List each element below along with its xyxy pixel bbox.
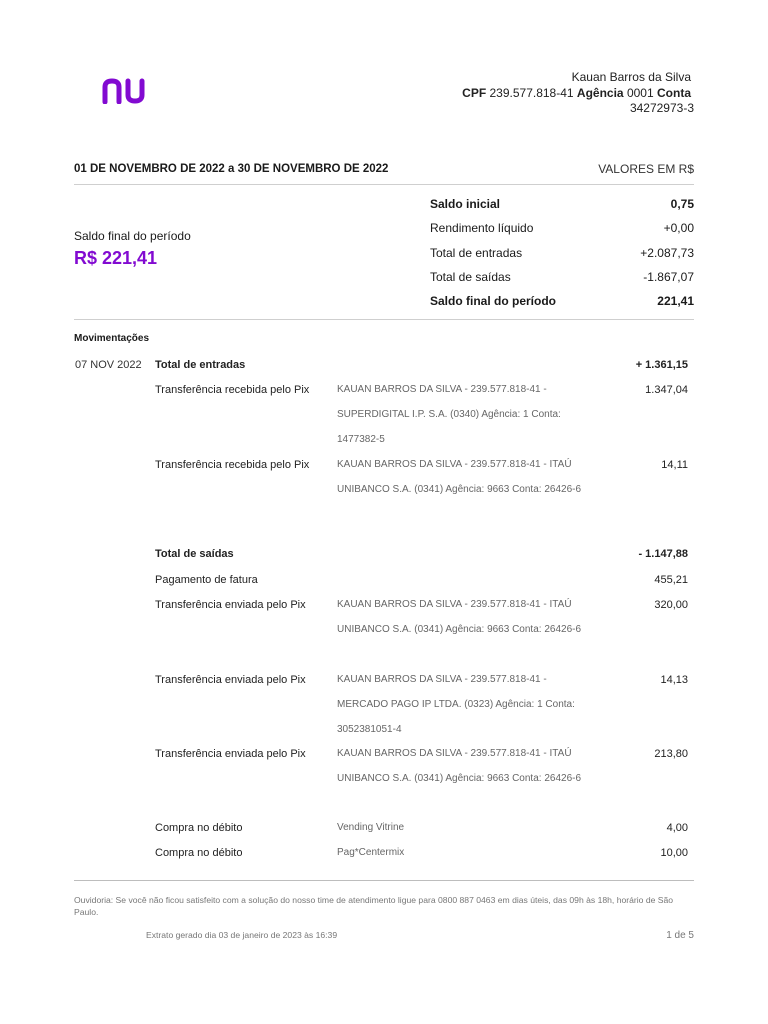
summary-value: +0,00	[663, 221, 694, 235]
transaction-description: KAUAN BARROS DA SILVA - 239.577.818-41 - SUPERDIGITAL I.P. S.A. (0340) Agência: 1 Conta: 1477382-5	[337, 384, 561, 445]
summary-value: 221,41	[657, 294, 694, 308]
movimentacoes-title: Movimentações	[74, 333, 150, 344]
cpf-label: CPF	[462, 86, 487, 100]
total-entradas-value: + 1.361,15	[635, 359, 688, 371]
summary-label: Total de entradas	[430, 246, 523, 260]
transaction-value: 14,11	[661, 459, 688, 471]
summary-row	[430, 246, 694, 260]
transaction-type: Transferência enviada pelo Pix	[155, 599, 306, 611]
footer-divider	[74, 880, 694, 881]
total-saidas-label: Total de saídas	[155, 548, 234, 560]
agencia-value: 0001	[626, 86, 654, 100]
conta-value: 34272973-3	[629, 101, 694, 115]
summary-row	[430, 270, 694, 284]
total-saidas-value: - 1.147,88	[638, 548, 688, 560]
ouvidoria-note: Ouvidoria: Se você não ficou satisfeito com a solução do nosso time de atendimento ligue para 0800 887 0463 em dias úteis, das 09h às 18h, horário de São Paulo.	[74, 895, 674, 917]
transaction-value: 455,21	[654, 574, 688, 586]
transaction-value: 1.347,04	[645, 384, 688, 396]
summary-value: 0,75	[670, 197, 694, 211]
transaction-type: Transferência recebida pelo Pix	[155, 459, 310, 471]
transaction-type: Transferência enviada pelo Pix	[155, 748, 306, 760]
transaction-value: 320,00	[654, 599, 688, 611]
transaction-value: 213,80	[654, 748, 688, 760]
currency-note: VALORES EM R$	[598, 162, 694, 176]
transaction-value: 14,13	[660, 674, 688, 686]
summary-label: Total de saídas	[430, 270, 511, 284]
summary-row	[430, 294, 694, 308]
cpf-value: 239.577.818-41	[489, 86, 574, 100]
transaction-type: Compra no débito	[155, 822, 243, 834]
transaction-description: Vending Vitrine	[337, 822, 405, 833]
transaction-type: Transferência recebida pelo Pix	[155, 384, 310, 396]
saldo-final-value: R$ 221,41	[74, 248, 158, 268]
conta-label: Conta	[657, 86, 691, 100]
summary-row	[430, 221, 694, 235]
transaction-type: Compra no débito	[155, 847, 243, 859]
generated-date: Extrato gerado dia 03 de janeiro de 2023 às 16:39	[146, 930, 338, 940]
transaction-description: Pag*Centermix	[337, 847, 405, 858]
page-number: 1 de 5	[666, 930, 694, 941]
account-ids	[462, 86, 691, 100]
transaction-value: 10,00	[660, 847, 688, 859]
account-holder-name: Kauan Barros da Silva	[571, 70, 691, 84]
transaction-date: 07 NOV 2022	[75, 359, 142, 371]
total-entradas-label: Total de entradas	[155, 359, 246, 371]
statement-period: 01 DE NOVEMBRO DE 2022 a 30 DE NOVEMBRO DE 2022	[74, 163, 389, 175]
summary-label: Saldo inicial	[430, 197, 501, 211]
transaction-description: KAUAN BARROS DA SILVA - 239.577.818-41 - MERCADO PAGO IP LTDA. (0323) Agência: 1 Conta: 3052381051-4	[337, 674, 575, 735]
nubank-logo	[102, 78, 150, 104]
summary-label: Saldo final do período	[430, 294, 556, 308]
divider	[74, 319, 694, 320]
transaction-type: Pagamento de fatura	[155, 574, 258, 586]
transaction-type: Transferência enviada pelo Pix	[155, 674, 306, 686]
summary-value: +2.087,73	[640, 246, 694, 260]
transaction-description: KAUAN BARROS DA SILVA - 239.577.818-41 - ITAÚ UNIBANCO S.A. (0341) Agência: 9663 Conta: 26426-6	[337, 459, 582, 495]
transaction-value: 4,00	[666, 822, 688, 834]
divider	[74, 184, 694, 185]
saldo-final-label: Saldo final do período	[74, 229, 191, 243]
summary-row	[430, 197, 694, 211]
transaction-description: KAUAN BARROS DA SILVA - 239.577.818-41 - ITAÚ UNIBANCO S.A. (0341) Agência: 9663 Conta: 26426-6	[337, 748, 582, 784]
summary-value: -1.867,07	[643, 270, 694, 284]
agencia-label: Agência	[576, 86, 624, 100]
summary-label: Rendimento líquido	[430, 221, 534, 235]
transaction-description: KAUAN BARROS DA SILVA - 239.577.818-41 - ITAÚ UNIBANCO S.A. (0341) Agência: 9663 Conta: 26426-6	[337, 599, 582, 635]
